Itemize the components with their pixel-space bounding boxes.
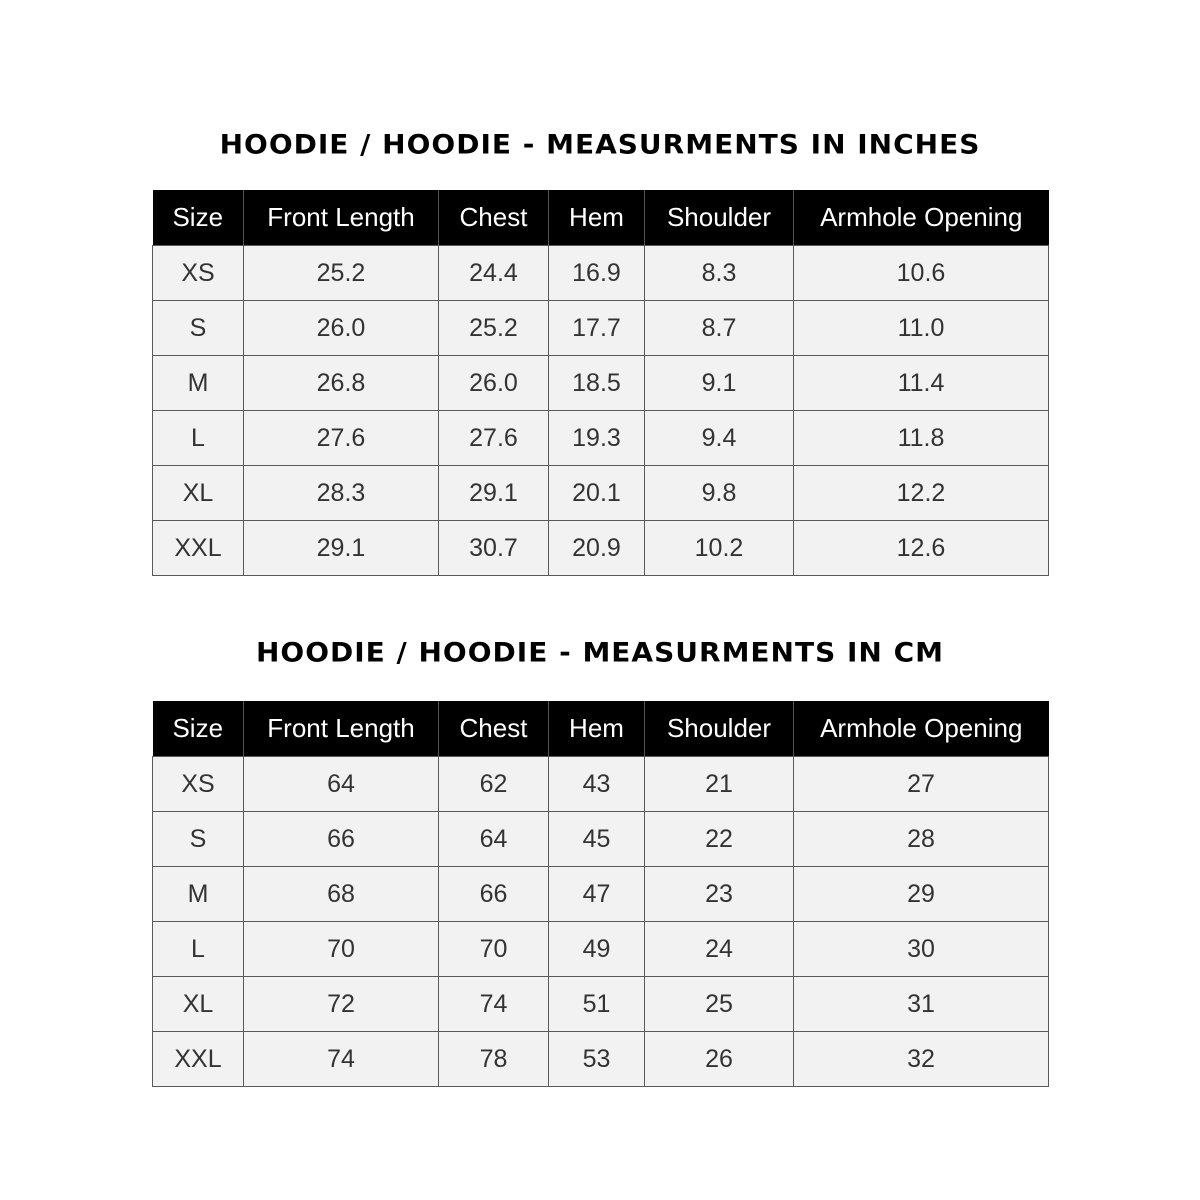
table-row <box>153 521 1049 576</box>
measurement-cell: 66 <box>439 867 549 922</box>
measurement-cell: 74 <box>244 1032 439 1087</box>
size-cell: XS <box>153 757 244 812</box>
table-row <box>153 301 1049 356</box>
measurement-cell: 24.4 <box>439 246 549 301</box>
measurement-cell: 20.9 <box>549 521 645 576</box>
measurement-cell: 9.8 <box>645 466 794 521</box>
size-cell: M <box>153 867 244 922</box>
measurement-cell: 78 <box>439 1032 549 1087</box>
measurement-cell: 43 <box>549 757 645 812</box>
measurement-cell: 22 <box>645 812 794 867</box>
measurement-cell: 51 <box>549 977 645 1032</box>
measurement-cell: 47 <box>549 867 645 922</box>
measurement-cell: 18.5 <box>549 356 645 411</box>
measurement-cell: 29.1 <box>244 521 439 576</box>
header-row <box>153 701 1049 757</box>
measurement-cell: 26.8 <box>244 356 439 411</box>
column-header: Armhole Opening <box>794 701 1049 757</box>
measurement-cell: 8.7 <box>645 301 794 356</box>
measurement-cell: 25.2 <box>439 301 549 356</box>
size-cell: XXL <box>153 1032 244 1087</box>
table-row <box>153 466 1049 521</box>
measurement-cell: 26.0 <box>244 301 439 356</box>
measurement-cell: 9.4 <box>645 411 794 466</box>
column-header: Front Length <box>244 190 439 246</box>
measurement-cell: 29.1 <box>439 466 549 521</box>
size-cell: L <box>153 411 244 466</box>
size-table-cm <box>152 701 1049 1087</box>
table-row <box>153 977 1049 1032</box>
column-header: Size <box>153 190 244 246</box>
measurement-cell: 19.3 <box>549 411 645 466</box>
measurement-cell: 26.0 <box>439 356 549 411</box>
size-cell: S <box>153 301 244 356</box>
measurement-cell: 32 <box>794 1032 1049 1087</box>
measurement-cell: 29 <box>794 867 1049 922</box>
measurement-cell: 27.6 <box>439 411 549 466</box>
table-row <box>153 812 1049 867</box>
table-row <box>153 356 1049 411</box>
measurement-cell: 17.7 <box>549 301 645 356</box>
table-row <box>153 411 1049 466</box>
header-row <box>153 190 1049 246</box>
measurement-cell: 27.6 <box>244 411 439 466</box>
measurement-cell: 28.3 <box>244 466 439 521</box>
column-header: Hem <box>549 701 645 757</box>
measurement-cell: 9.1 <box>645 356 794 411</box>
size-cell: S <box>153 812 244 867</box>
measurement-cell: 11.8 <box>794 411 1049 466</box>
size-cell: XL <box>153 977 244 1032</box>
column-header: Chest <box>439 701 549 757</box>
column-header: Shoulder <box>645 190 794 246</box>
measurement-cell: 12.6 <box>794 521 1049 576</box>
measurement-cell: 16.9 <box>549 246 645 301</box>
measurement-cell: 31 <box>794 977 1049 1032</box>
measurement-cell: 27 <box>794 757 1049 812</box>
measurement-cell: 66 <box>244 812 439 867</box>
measurement-cell: 11.4 <box>794 356 1049 411</box>
column-header: Shoulder <box>645 701 794 757</box>
measurement-cell: 70 <box>439 922 549 977</box>
measurement-cell: 70 <box>244 922 439 977</box>
measurement-cell: 23 <box>645 867 794 922</box>
column-header: Chest <box>439 190 549 246</box>
measurement-cell: 21 <box>645 757 794 812</box>
measurement-cell: 10.6 <box>794 246 1049 301</box>
table-row <box>153 867 1049 922</box>
measurement-cell: 68 <box>244 867 439 922</box>
measurement-cell: 28 <box>794 812 1049 867</box>
size-cell: XS <box>153 246 244 301</box>
column-header: Size <box>153 701 244 757</box>
table-row <box>153 757 1049 812</box>
column-header: Hem <box>549 190 645 246</box>
measurement-cell: 10.2 <box>645 521 794 576</box>
measurement-cell: 64 <box>244 757 439 812</box>
measurement-cell: 49 <box>549 922 645 977</box>
title-cm: HOODIE / HOODIE - MEASURMENTS IN CM <box>255 636 945 669</box>
measurement-cell: 53 <box>549 1032 645 1087</box>
measurement-cell: 30.7 <box>439 521 549 576</box>
table-row <box>153 246 1049 301</box>
measurement-cell: 45 <box>549 812 645 867</box>
measurement-cell: 72 <box>244 977 439 1032</box>
size-cell: L <box>153 922 244 977</box>
measurement-cell: 64 <box>439 812 549 867</box>
title-inches: HOODIE / HOODIE - MEASURMENTS IN INCHES <box>219 128 981 161</box>
measurement-cell: 26 <box>645 1032 794 1087</box>
column-header: Armhole Opening <box>794 190 1049 246</box>
size-cell: XXL <box>153 521 244 576</box>
measurement-cell: 24 <box>645 922 794 977</box>
measurement-cell: 62 <box>439 757 549 812</box>
size-cell: M <box>153 356 244 411</box>
column-header: Front Length <box>244 701 439 757</box>
size-cell: XL <box>153 466 244 521</box>
table-row <box>153 922 1049 977</box>
measurement-cell: 8.3 <box>645 246 794 301</box>
size-table-inches <box>152 190 1049 576</box>
measurement-cell: 30 <box>794 922 1049 977</box>
measurement-cell: 12.2 <box>794 466 1049 521</box>
table-row <box>153 1032 1049 1087</box>
measurement-cell: 25.2 <box>244 246 439 301</box>
measurement-cell: 74 <box>439 977 549 1032</box>
measurement-cell: 20.1 <box>549 466 645 521</box>
measurement-cell: 25 <box>645 977 794 1032</box>
measurement-cell: 11.0 <box>794 301 1049 356</box>
